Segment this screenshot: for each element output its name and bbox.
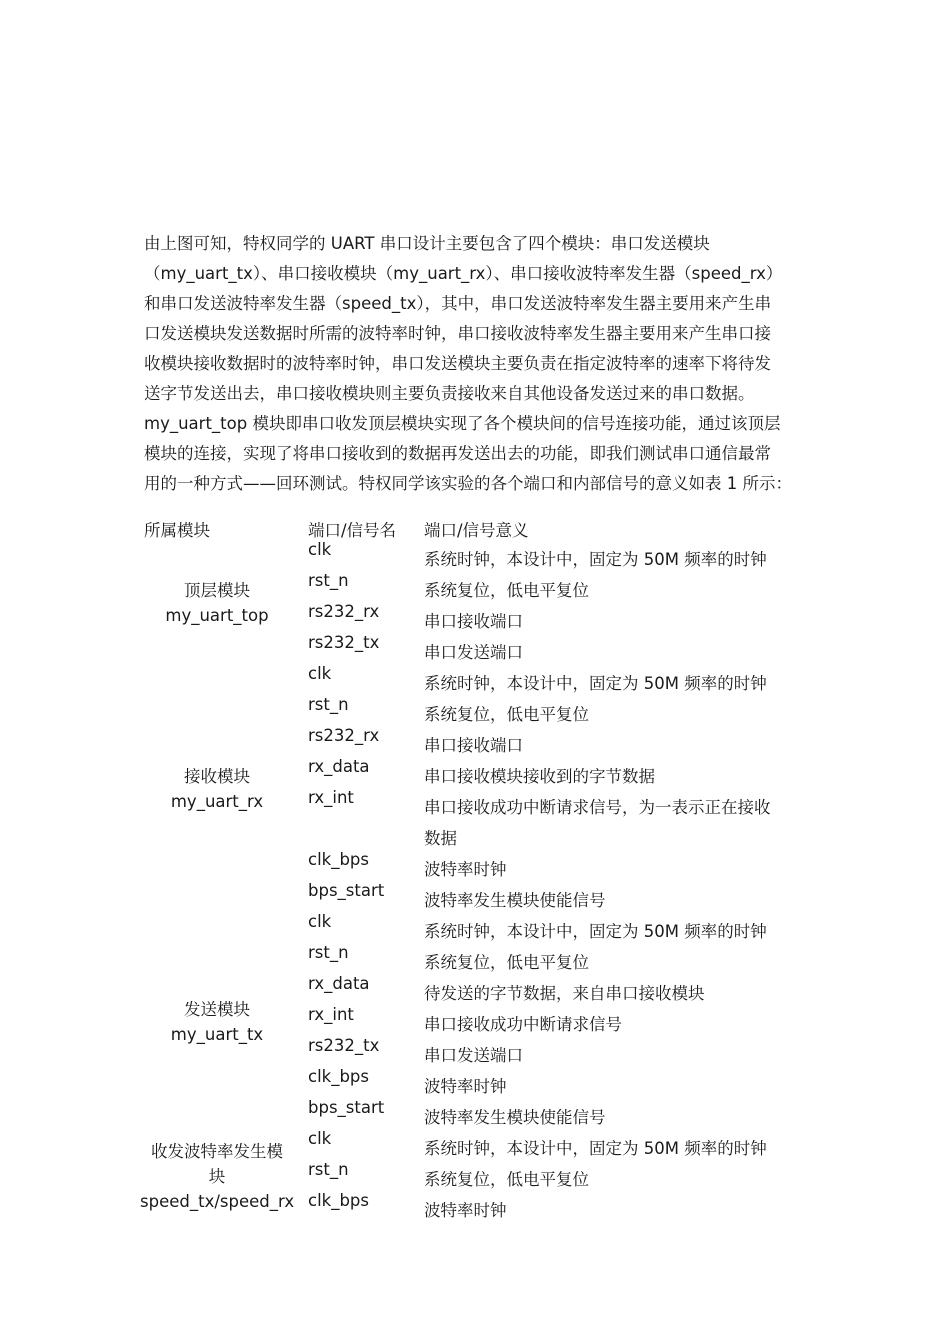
signal-name: rs232_tx bbox=[308, 633, 380, 652]
signal-description: 串口接收成功中断请求信号，为一表示正在接收 bbox=[424, 798, 771, 817]
module-name-line: my_uart_tx bbox=[170, 1024, 264, 1044]
signal-description: 串口接收端口 bbox=[424, 736, 523, 755]
table-row bbox=[0, 881, 950, 919]
module-name bbox=[140, 997, 294, 1047]
signal-description: 波特率发生模块使能信号 bbox=[424, 1108, 606, 1127]
signal-description: 波特率发生模块使能信号 bbox=[424, 891, 606, 910]
table-row bbox=[0, 664, 950, 702]
paragraph-line: 由上图可知，特权同学的 UART 串口设计主要包含了四个模块：串口发送模块 bbox=[144, 234, 710, 253]
module-name-line: 接收模块 bbox=[184, 767, 250, 786]
paragraph-line: my_uart_top 模块即串口收发顶层模块实现了各个模块间的信号连接功能，通过该顶层 bbox=[144, 414, 781, 433]
signal-name: rs232_rx bbox=[308, 602, 380, 621]
paragraph-line: （my_uart_tx）、串口接收模块（my_uart_rx）、串口接收波特率发生器（speed_rx） bbox=[144, 264, 783, 283]
signal-name: clk bbox=[308, 540, 332, 559]
signal-description: 系统复位，低电平复位 bbox=[424, 581, 589, 600]
module-name-line: 顶层模块 bbox=[184, 581, 250, 600]
paragraph-line: 送字节发送出去，串口接收模块则主要负责接收来自其他设备发送过来的串口数据。 bbox=[144, 384, 755, 403]
signal-name: rx_int bbox=[308, 1005, 354, 1024]
signal-description: 数据 bbox=[424, 829, 457, 848]
module-name-line: 收发波特率发生模 bbox=[151, 1142, 283, 1161]
signal-name: clk bbox=[308, 664, 332, 683]
signal-name: bps_start bbox=[308, 1098, 385, 1117]
signal-name: rst_n bbox=[308, 943, 349, 962]
signal-name: clk bbox=[308, 912, 332, 931]
signal-description: 系统时钟，本设计中，固定为 50M 频率的时钟 bbox=[424, 922, 767, 941]
signal-description: 串口接收端口 bbox=[424, 612, 523, 631]
module-name-line: 发送模块 bbox=[184, 999, 250, 1019]
paragraph-line: 和串口发送波特率发生器（speed_tx），其中，串口发送波特率发生器主要用来产生串 bbox=[144, 294, 772, 313]
signal-name: rx_data bbox=[308, 974, 370, 993]
module-name bbox=[140, 764, 294, 814]
module-name bbox=[140, 1139, 294, 1214]
signal-description: 波特率时钟 bbox=[424, 1077, 507, 1096]
paragraph-line: 模块的连接，实现了将串口接收到的数据再发送出去的功能，即我们测试串口通信最常 bbox=[144, 444, 771, 463]
signal-name: clk_bps bbox=[308, 1067, 370, 1086]
signal-description: 波特率时钟 bbox=[424, 1201, 507, 1220]
signal-name: rst_n bbox=[308, 695, 349, 714]
signal-description: 串口接收成功中断请求信号 bbox=[424, 1015, 622, 1034]
paragraph-line: 用的一种方式——回环测试。特权同学该实验的各个端口和内部信号的意义如表 1 所示： bbox=[144, 474, 792, 493]
signal-description: 串口接收模块接收到的字节数据 bbox=[424, 767, 655, 786]
header-signal: 端口/信号名 bbox=[308, 521, 397, 540]
header-meaning: 端口/信号意义 bbox=[424, 521, 529, 540]
table-row bbox=[0, 726, 950, 764]
signal-description: 系统复位，低电平复位 bbox=[424, 1170, 589, 1189]
signal-name: rst_n bbox=[308, 571, 349, 590]
signal-name: rs232_tx bbox=[308, 1036, 380, 1055]
module-name-line: my_uart_rx bbox=[170, 792, 264, 811]
table-row bbox=[0, 850, 950, 888]
signal-name: rx_int bbox=[308, 788, 354, 807]
paragraph-line: 收模块接收数据时的波特率时钟，串口发送模块主要负责在指定波特率的速率下将待发 bbox=[144, 354, 771, 373]
signal-description: 系统复位，低电平复位 bbox=[424, 705, 589, 724]
signal-name: rst_n bbox=[308, 1160, 349, 1179]
table-row bbox=[0, 540, 950, 578]
table-row bbox=[0, 695, 950, 733]
signal-description: 系统时钟，本设计中，固定为 50M 频率的时钟 bbox=[424, 550, 767, 569]
signal-description: 波特率时钟 bbox=[424, 860, 507, 879]
signal-name: rx_data bbox=[308, 757, 370, 776]
paragraph-line: 口发送模块发送数据时所需的波特率时钟，串口接收波特率发生器主要用来产生串口接 bbox=[144, 324, 771, 343]
signal-name: clk_bps bbox=[308, 1191, 370, 1210]
module-name-line: my_uart_top bbox=[165, 606, 269, 625]
table-row bbox=[0, 1098, 950, 1136]
table-row bbox=[0, 943, 950, 981]
signal-name: bps_start bbox=[308, 881, 385, 900]
body-paragraph bbox=[144, 229, 834, 499]
module-name bbox=[140, 578, 294, 628]
table-row bbox=[0, 1067, 950, 1105]
module-name-line: 块 bbox=[208, 1167, 226, 1186]
signal-name: clk bbox=[308, 1129, 332, 1148]
signal-description: 系统时钟，本设计中，固定为 50M 频率的时钟 bbox=[424, 674, 767, 693]
signal-description: 待发送的字节数据，来自串口接收模块 bbox=[424, 984, 705, 1003]
signal-name: rs232_rx bbox=[308, 726, 380, 745]
table-row bbox=[0, 1036, 950, 1074]
table-row bbox=[0, 633, 950, 671]
header-module: 所属模块 bbox=[144, 521, 210, 540]
signal-description: 串口发送端口 bbox=[424, 643, 523, 662]
table-row bbox=[0, 912, 950, 950]
signal-name: clk_bps bbox=[308, 850, 370, 869]
signal-description: 系统复位，低电平复位 bbox=[424, 953, 589, 972]
module-name-line: speed_tx/speed_rx bbox=[140, 1192, 295, 1211]
signal-description: 串口发送端口 bbox=[424, 1046, 523, 1065]
signal-description: 系统时钟，本设计中，固定为 50M 频率的时钟 bbox=[424, 1139, 767, 1158]
